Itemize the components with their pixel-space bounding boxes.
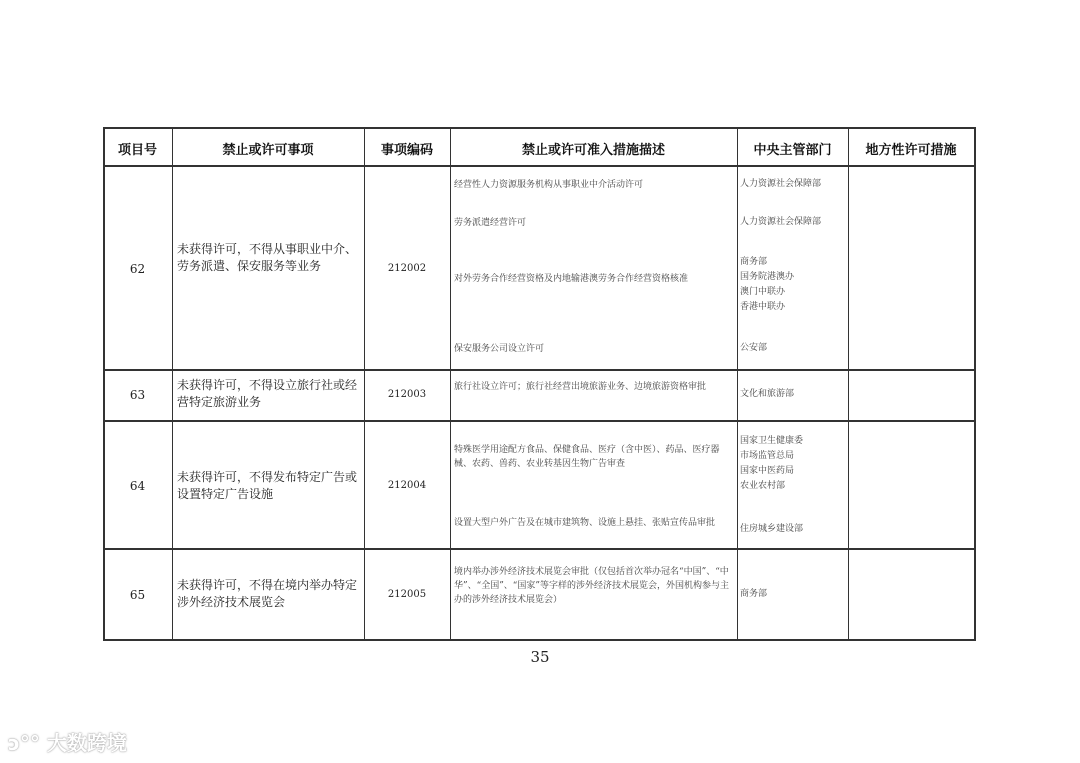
table-border [103, 127, 976, 129]
table-border [103, 420, 976, 422]
measure-dept: 人力资源社会保障部 [740, 217, 822, 227]
measure-dept: 文化和旅游部 [740, 389, 795, 399]
row-code: 212005 [387, 589, 427, 600]
table-border [364, 127, 365, 641]
measure-desc: 旅行社设立许可；旅行社经营出境旅游业务、边境旅游资格审批 [454, 382, 707, 392]
measure-dept: 住房城乡建设部 [740, 524, 804, 534]
measure-dept: 公安部 [740, 343, 768, 353]
measure-desc: 劳务派遣经营许可 [454, 218, 527, 228]
header-description: 禁止或许可准入措施描述 [521, 143, 665, 158]
row-number: 62 [129, 262, 146, 276]
table-border [737, 127, 738, 641]
measure-desc: 保安服务公司设立许可 [454, 344, 545, 354]
measure-dept: 商务部 国务院港澳办 澳门中联办 香港中联办 [740, 257, 795, 312]
row-code: 212003 [387, 389, 427, 400]
row-number: 64 [129, 479, 146, 493]
header-item: 禁止或许可事项 [222, 143, 314, 158]
row-number: 63 [129, 388, 146, 402]
page-number: 35 [530, 648, 550, 666]
table-border [103, 548, 976, 550]
row-item: 未获得许可，不得发布特定广告或设置特定广告设施 [177, 470, 358, 501]
row-item: 未获得许可，不得在境内举办特定涉外经济技术展览会 [177, 578, 358, 609]
table-border [848, 127, 849, 641]
measure-desc: 境内举办涉外经济技术展览会审批（仅包括首次举办冠名“中国”、“中华”、“全国”、“国家”等字样的涉外经济技术展览会，外国机构参与主办的涉外经济技术展览会） [454, 567, 730, 605]
table-border [103, 127, 105, 641]
header-central-dept: 中央主管部门 [753, 143, 832, 158]
table-border [974, 127, 976, 641]
row-number: 65 [129, 588, 146, 602]
header-code: 事项编码 [380, 143, 433, 158]
header-item-no: 项目号 [117, 143, 157, 158]
measure-desc: 对外劳务合作经营资格及内地输港澳劳务合作经营资格核准 [454, 274, 689, 284]
row-code: 212004 [387, 480, 427, 491]
header-local-measures: 地方性许可措施 [865, 143, 957, 158]
measure-dept: 商务部 [740, 589, 768, 599]
logo-icon: ↄ°° [8, 731, 40, 755]
measure-desc: 经营性人力资源服务机构从事职业中介活动许可 [454, 180, 644, 190]
row-item: 未获得许可，不得从事职业中介、劳务派遣、保安服务等业务 [177, 242, 358, 273]
table-border [172, 127, 173, 641]
measure-desc: 设置大型户外广告及在城市建筑物、设施上悬挂、张贴宣传品审批 [454, 518, 716, 528]
watermark-logo [8, 727, 127, 756]
table-border [103, 639, 976, 641]
measure-dept: 人力资源社会保障部 [740, 179, 822, 189]
measure-desc: 特殊医学用途配方食品、保健食品、医疗（含中医）、药品、医疗器械、农药、兽药、农业转基因生物广告审查 [454, 445, 720, 469]
measure-dept: 国家卫生健康委 市场监管总局 国家中医药局 农业农村部 [740, 436, 804, 491]
table-border [103, 369, 976, 371]
row-item: 未获得许可，不得设立旅行社或经营特定旅游业务 [177, 378, 358, 409]
table-border [450, 127, 451, 641]
table-border [103, 165, 976, 167]
watermark-text: 大数跨境 [46, 731, 127, 755]
row-code: 212002 [387, 263, 427, 274]
